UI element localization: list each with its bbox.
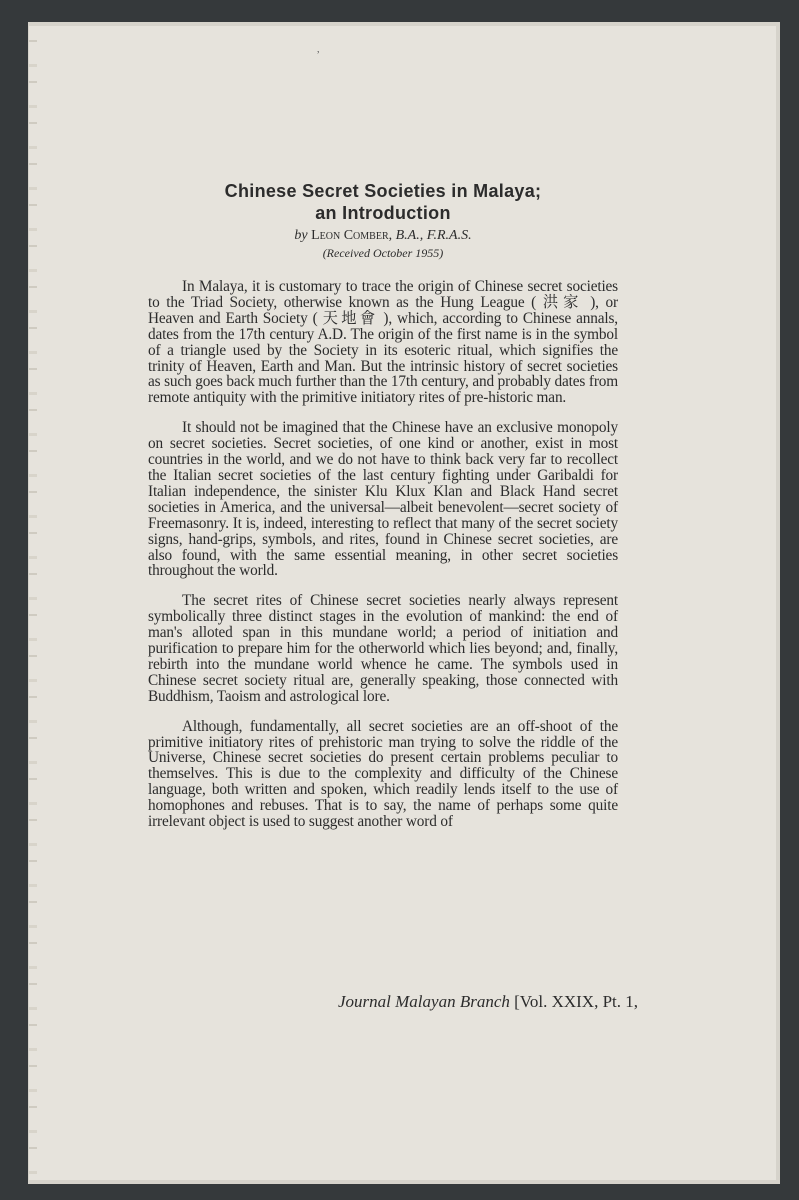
- author-name: Leon Comber,: [311, 228, 393, 243]
- received-date: (Received October 1955): [322, 246, 444, 260]
- title-line-1: Chinese Secret Societies in Malaya;: [224, 181, 542, 201]
- footer-citation: [180, 992, 638, 1012]
- paragraph-2: It should not be imagined that the Chinese have an exclusive monopoly on secret societies. Secret societies, of one kind or another, exist in most countries in the world, and we do not have to think back very far to recollect the Italian secret societies of the last century fighting under Garibaldi for Italian independence, the sinister Klu Klux Klan and Black Hand secret societies in America, and the universal—albeit benevolent—secret society of Freemasonry. It is, indeed, interesting to reflect that many of the secret society signs, hand-grips, symbols, and rites, found in Chinese secret societies, are also found, with the same essential meaning, in other secret societies throughout the world.: [148, 419, 618, 580]
- byline: [148, 227, 618, 245]
- paragraph-3: The secret rites of Chinese secret societies nearly always represent symbolically three distinct stages in the evolution of mankind: the end of man's alloted span in this mundane world; a period of initiation and purification to prepare him for the otherworld which lies beyond; and, finally, rebirth into the mundane world whence he came. The symbols used in Chinese secret society ritual are, generally speaking, those connected with Buddhism, Taoism and astrological lore.: [148, 592, 618, 705]
- hung-league-chinese: 洪家: [542, 293, 584, 311]
- title-line-2: an Introduction: [315, 203, 451, 223]
- paragraph-1-a: In Malaya, it is customary to trace the origin of Chinese secret societies to the Triad Society, otherwise known as the Hung League (: [148, 278, 618, 311]
- article-title: [148, 180, 618, 224]
- paragraph-1-b: ), or Heaven and Earth Society (: [148, 293, 618, 327]
- heaven-earth-society-chinese: 天地會: [322, 309, 379, 327]
- journal-volume: [Vol. XXIX, Pt. 1,: [514, 992, 638, 1011]
- author-credentials: B.A., F.R.A.S.: [395, 228, 472, 243]
- ink-mark: ,: [317, 44, 320, 55]
- journal-name: Journal Malayan Branch: [338, 992, 510, 1011]
- byline-by: by: [294, 228, 308, 243]
- paragraph-1-c: ), which, according to Chinese annals, dates from the 17th century A.D. The origin of the first name is in the symbol of a triangle used by the Society in its esoteric ritual, which signifies the trinity of Heaven, Earth and Man. But the intrinsic history of secret societies as such goes back much further than the 17th century, and probably dates from remote antiquity with the primitive initiatory rites of pre-historic man.: [148, 309, 619, 407]
- article: [148, 180, 618, 830]
- paragraph-4: Although, fundamentally, all secret societies are an off-shoot of the primitive initiatory rites of prehistoric man trying to solve the riddle of the Universe, Chinese secret societies do present certain problems peculiar to themselves. This is due to the complexity and difficulty of the Chinese language, both written and spoken, which readily lends itself to the use of homophones and rebuses. That is to say, the name of perhaps some quite irrelevant object is used to suggest another word of: [148, 717, 618, 831]
- paragraph-1: [148, 279, 618, 406]
